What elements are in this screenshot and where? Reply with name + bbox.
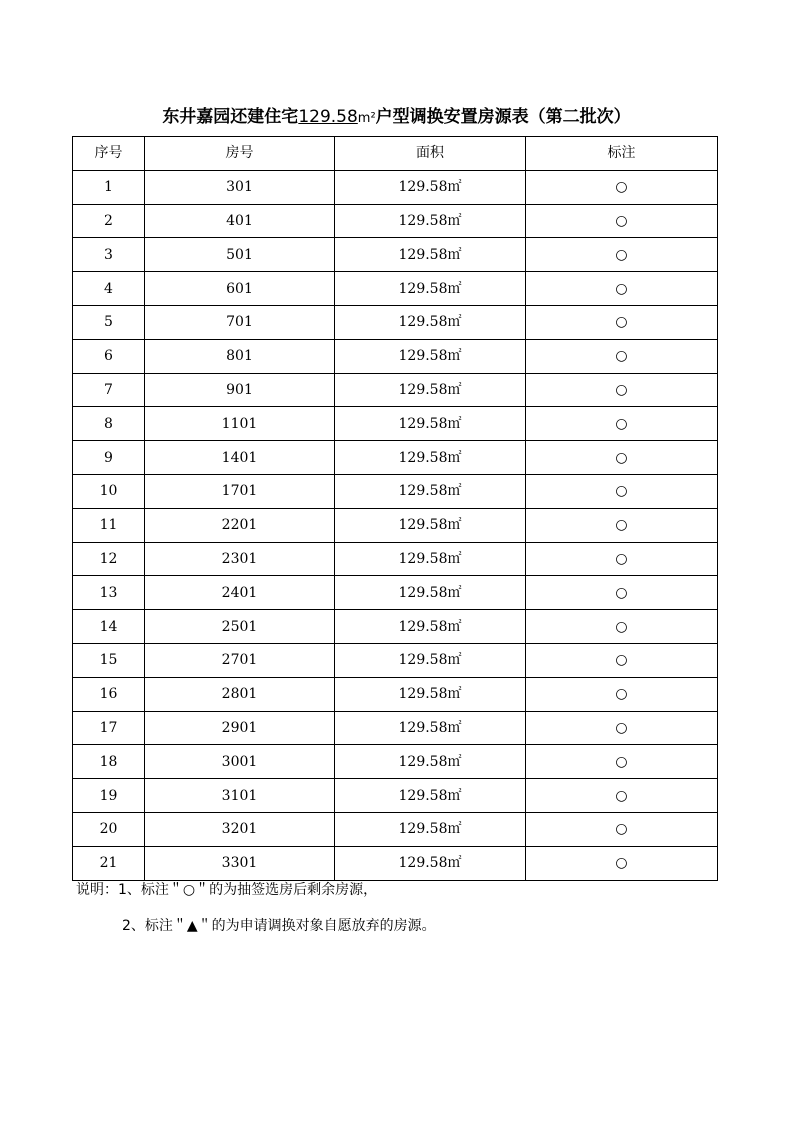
cell-mark: ○ — [526, 238, 718, 272]
cell-area: 129.58㎡ — [335, 711, 526, 745]
table-row — [73, 373, 718, 407]
cell-no: 8 — [73, 407, 145, 441]
cell-area: 129.58㎡ — [335, 643, 526, 677]
table-row — [73, 238, 718, 272]
cell-no: 16 — [73, 677, 145, 711]
cell-area: 129.58㎡ — [335, 474, 526, 508]
table-row — [73, 779, 718, 813]
note-line-2: 2、标注＂▲＂的为申请调换对象自愿放弃的房源。 — [122, 918, 436, 934]
cell-area: 129.58㎡ — [335, 305, 526, 339]
table-row — [73, 441, 718, 475]
cell-mark: ○ — [526, 272, 718, 306]
table-row — [73, 407, 718, 441]
cell-room: 2301 — [145, 542, 335, 576]
cell-room: 2401 — [145, 576, 335, 610]
cell-mark: ○ — [526, 305, 718, 339]
cell-area: 129.58㎡ — [335, 812, 526, 846]
table-row — [73, 711, 718, 745]
cell-no: 20 — [73, 812, 145, 846]
cell-no: 1 — [73, 170, 145, 204]
cell-no: 13 — [73, 576, 145, 610]
table-row — [73, 677, 718, 711]
cell-area: 129.58㎡ — [335, 542, 526, 576]
cell-no: 17 — [73, 711, 145, 745]
cell-mark: ○ — [526, 407, 718, 441]
cell-area: 129.58㎡ — [335, 677, 526, 711]
cell-area: 129.58㎡ — [335, 204, 526, 238]
cell-mark: ○ — [526, 677, 718, 711]
cell-mark: ○ — [526, 204, 718, 238]
cell-no: 4 — [73, 272, 145, 306]
cell-mark: ○ — [526, 508, 718, 542]
cell-area: 129.58㎡ — [335, 508, 526, 542]
cell-room: 1101 — [145, 407, 335, 441]
cell-mark: ○ — [526, 576, 718, 610]
header-mark: 标注 — [526, 137, 718, 171]
table-row — [73, 170, 718, 204]
table-row — [73, 272, 718, 306]
cell-area: 129.58㎡ — [335, 170, 526, 204]
cell-mark: ○ — [526, 610, 718, 644]
table-row — [73, 542, 718, 576]
cell-room: 3101 — [145, 779, 335, 813]
cell-area: 129.58㎡ — [335, 272, 526, 306]
cell-room: 2201 — [145, 508, 335, 542]
cell-mark: ○ — [526, 643, 718, 677]
table-row — [73, 745, 718, 779]
cell-area: 129.58㎡ — [335, 407, 526, 441]
cell-mark: ○ — [526, 812, 718, 846]
cell-area: 129.58㎡ — [335, 610, 526, 644]
header-room: 房号 — [145, 137, 335, 171]
cell-area: 129.58㎡ — [335, 441, 526, 475]
title-prefix: 东井嘉园还建住宅 — [162, 107, 299, 127]
header-no: 序号 — [73, 137, 145, 171]
cell-mark: ○ — [526, 745, 718, 779]
title-area: 129.58 — [298, 107, 358, 127]
cell-room: 301 — [145, 170, 335, 204]
cell-room: 801 — [145, 339, 335, 373]
cell-mark: ○ — [526, 373, 718, 407]
title-unit: m² — [357, 111, 376, 126]
cell-room: 3301 — [145, 846, 335, 880]
cell-no: 18 — [73, 745, 145, 779]
cell-no: 9 — [73, 441, 145, 475]
table-body — [73, 170, 718, 880]
table-row — [73, 204, 718, 238]
cell-no: 3 — [73, 238, 145, 272]
cell-room: 401 — [145, 204, 335, 238]
housing-table — [72, 136, 718, 881]
table-header-row — [73, 137, 718, 171]
cell-area: 129.58㎡ — [335, 373, 526, 407]
cell-room: 701 — [145, 305, 335, 339]
table-row — [73, 474, 718, 508]
cell-room: 501 — [145, 238, 335, 272]
cell-mark: ○ — [526, 170, 718, 204]
cell-room: 901 — [145, 373, 335, 407]
table-row — [73, 846, 718, 880]
header-area: 面积 — [335, 137, 526, 171]
table-row — [73, 339, 718, 373]
table-row — [73, 576, 718, 610]
cell-no: 12 — [73, 542, 145, 576]
table-row — [73, 610, 718, 644]
cell-no: 19 — [73, 779, 145, 813]
cell-area: 129.58㎡ — [335, 576, 526, 610]
cell-area: 129.58㎡ — [335, 745, 526, 779]
cell-room: 2501 — [145, 610, 335, 644]
cell-area: 129.58㎡ — [335, 238, 526, 272]
cell-mark: ○ — [526, 779, 718, 813]
cell-mark: ○ — [526, 474, 718, 508]
cell-no: 7 — [73, 373, 145, 407]
cell-mark: ○ — [526, 711, 718, 745]
cell-no: 11 — [73, 508, 145, 542]
cell-room: 3201 — [145, 812, 335, 846]
cell-no: 2 — [73, 204, 145, 238]
cell-mark: ○ — [526, 339, 718, 373]
cell-room: 2901 — [145, 711, 335, 745]
cell-no: 14 — [73, 610, 145, 644]
table-row — [73, 643, 718, 677]
cell-room: 1401 — [145, 441, 335, 475]
cell-no: 10 — [73, 474, 145, 508]
cell-room: 3001 — [145, 745, 335, 779]
cell-room: 2801 — [145, 677, 335, 711]
cell-no: 21 — [73, 846, 145, 880]
page-title — [0, 104, 793, 132]
cell-no: 6 — [73, 339, 145, 373]
cell-no: 15 — [73, 643, 145, 677]
cell-area: 129.58㎡ — [335, 339, 526, 373]
cell-room: 601 — [145, 272, 335, 306]
cell-room: 2701 — [145, 643, 335, 677]
cell-area: 129.58㎡ — [335, 779, 526, 813]
table-row — [73, 305, 718, 339]
table-row — [73, 812, 718, 846]
note-line-1: 说明：1、标注＂○＂的为抽签选房后剩余房源， — [76, 882, 378, 898]
cell-area: 129.58㎡ — [335, 846, 526, 880]
cell-mark: ○ — [526, 441, 718, 475]
cell-mark: ○ — [526, 542, 718, 576]
notes — [76, 880, 716, 936]
table-row — [73, 508, 718, 542]
cell-mark: ○ — [526, 846, 718, 880]
title-suffix: 户型调换安置房源表（第二批次） — [375, 107, 631, 127]
cell-no: 5 — [73, 305, 145, 339]
cell-room: 1701 — [145, 474, 335, 508]
